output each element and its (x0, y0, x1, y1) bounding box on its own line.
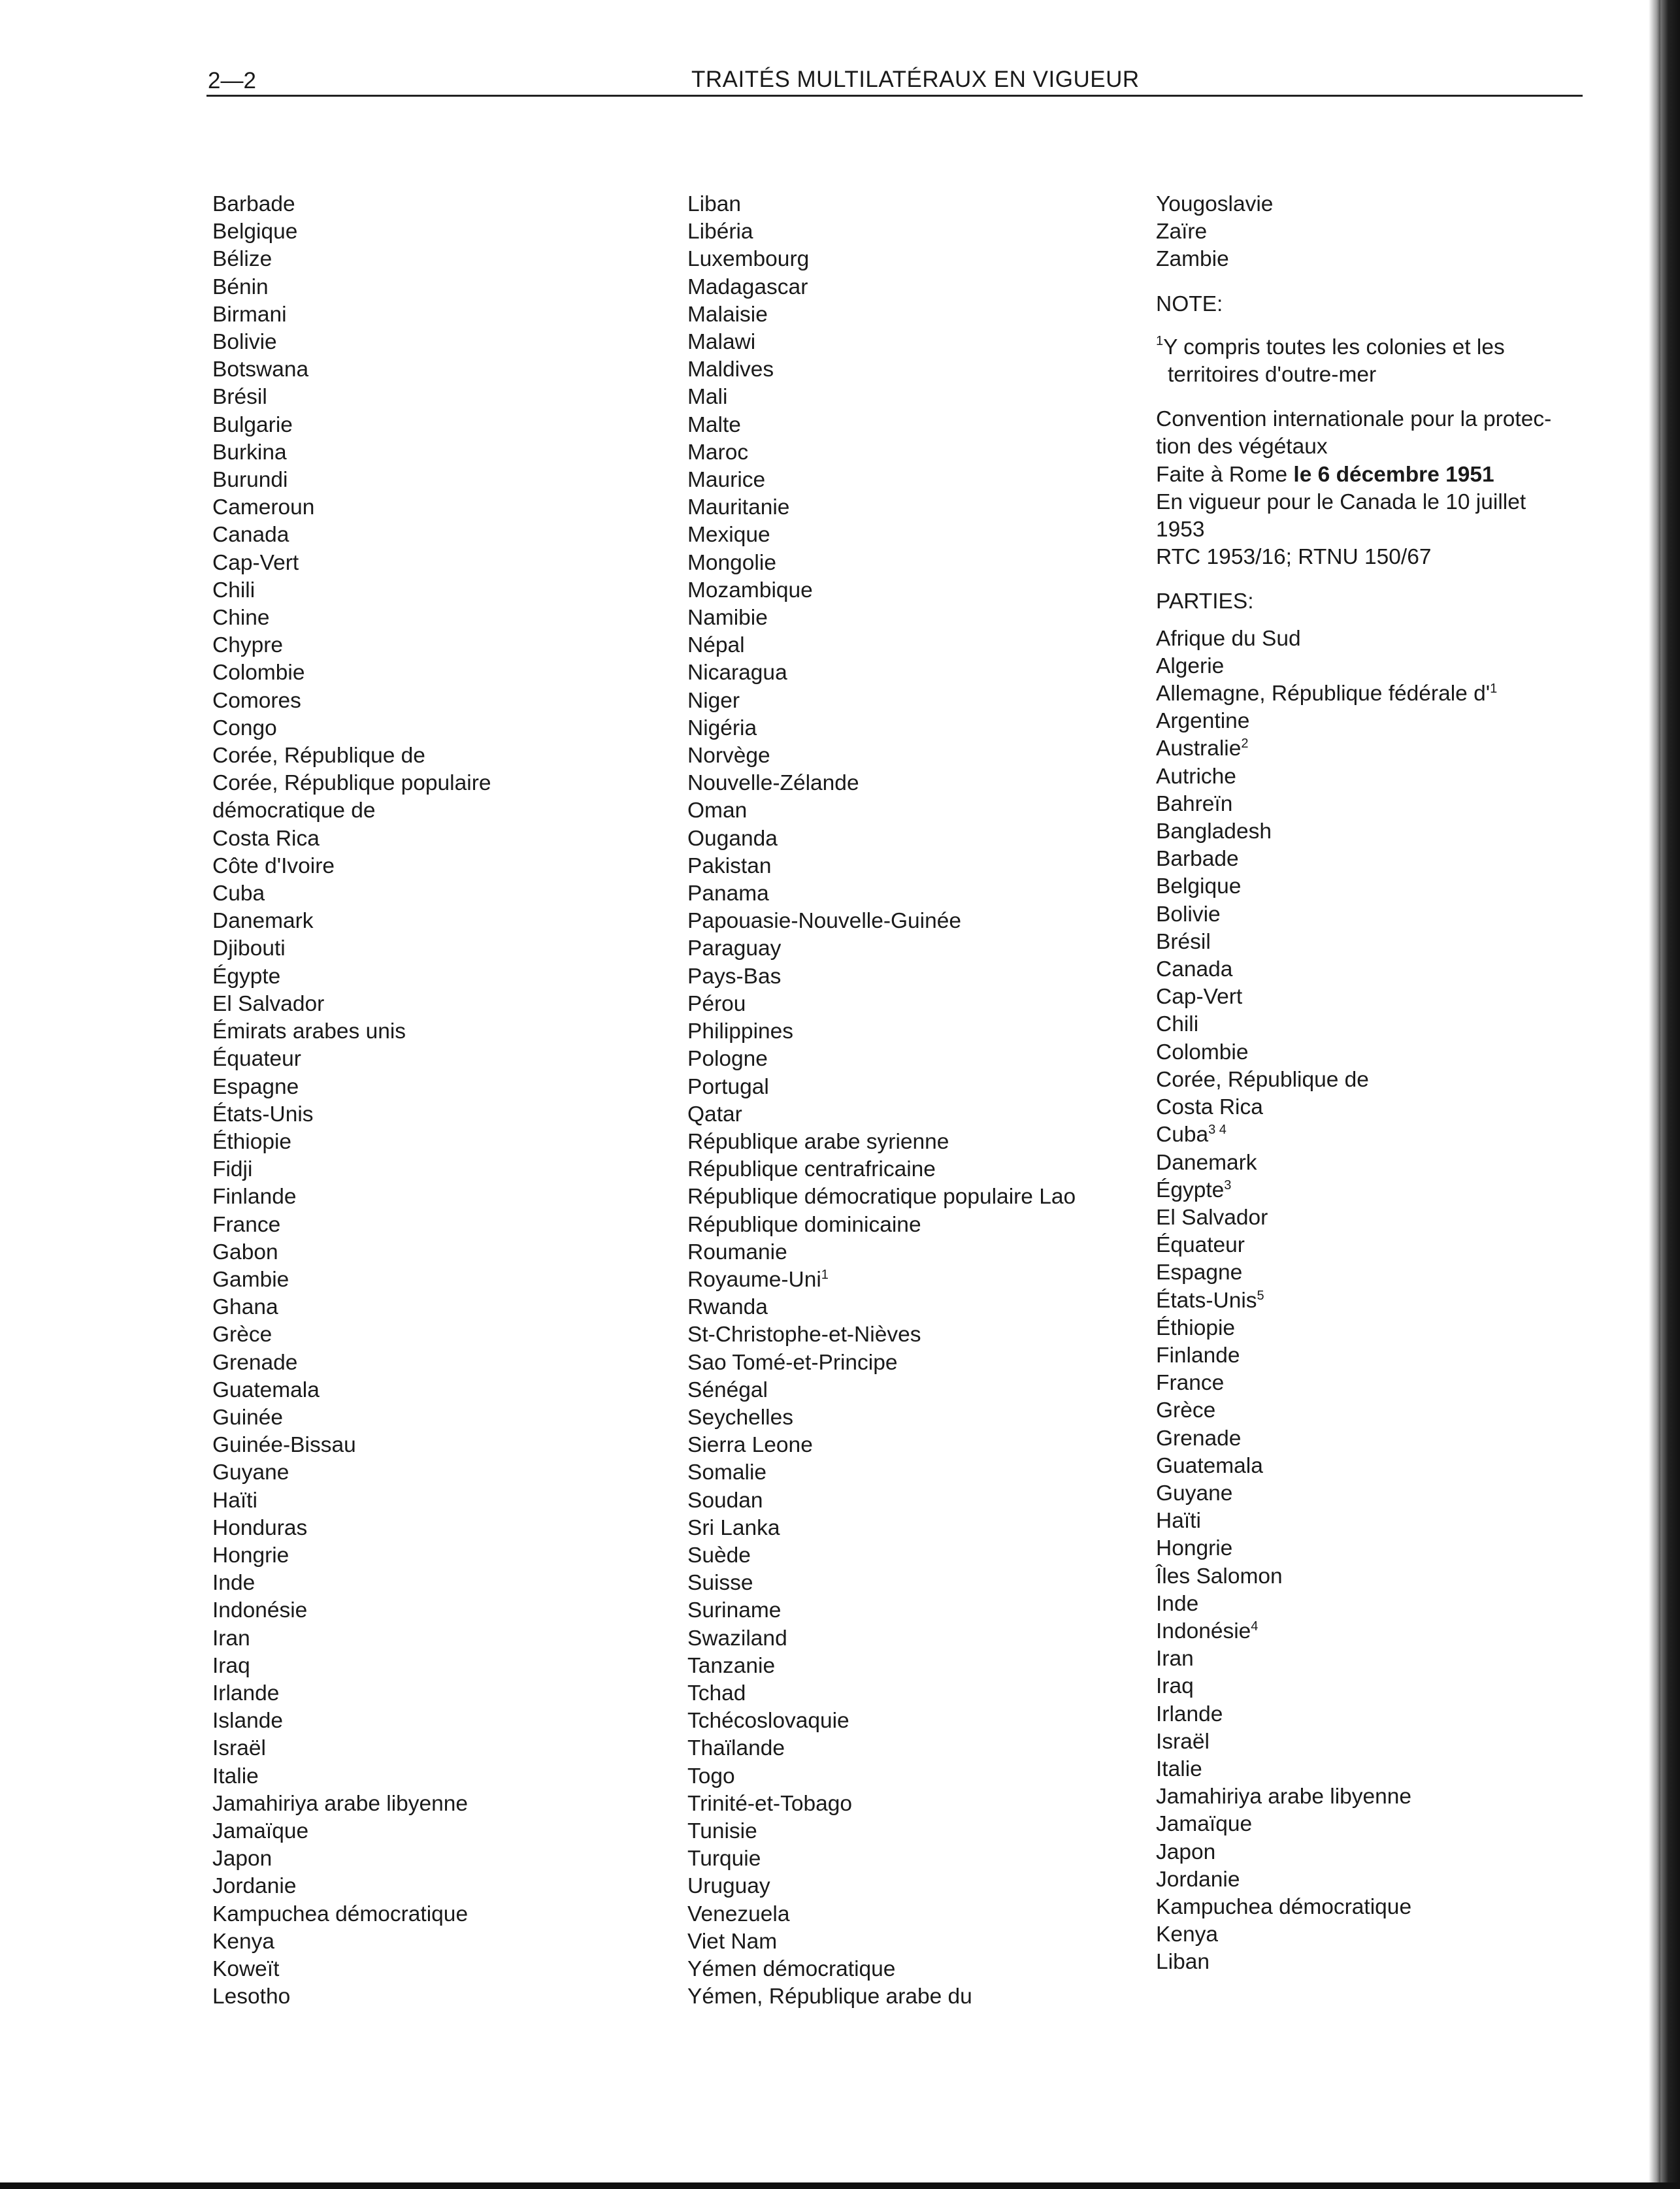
list-item (1156, 1315, 1551, 1342)
list-item: Tchad (687, 1681, 746, 1705)
list-item: Lesotho (212, 1984, 291, 2009)
list-item: Comores (212, 688, 301, 713)
list-item: Nigéria (687, 716, 757, 740)
list-item: Barbade (212, 192, 295, 216)
running-title: TRAITÉS MULTILATÉRAUX EN VIGUEUR (691, 67, 1140, 92)
list-item-name: Inde (1156, 1591, 1199, 1616)
list-item (1156, 1232, 1551, 1259)
list-item: Sierra Leone (687, 1433, 813, 1458)
list-item-name: Éthiopie (1156, 1315, 1236, 1340)
list-item: République arabe syrienne (687, 1129, 949, 1154)
list-item: Émirats arabes unis (212, 1019, 406, 1044)
list-item-name: Cap-Vert (1156, 985, 1243, 1010)
country-list-column-2 (687, 191, 1076, 2011)
list-item: Burundi (212, 468, 288, 493)
list-item (1156, 983, 1551, 1011)
note-heading: NOTE: (1156, 291, 1223, 316)
list-item (1156, 1204, 1551, 1232)
list-item (1156, 625, 1551, 653)
list-item (1156, 1425, 1551, 1453)
list-item-name: Jamaïque (1156, 1812, 1253, 1837)
list-item: Burkina (212, 440, 287, 465)
list-item (1156, 1342, 1551, 1370)
list-item-name: Allemagne, République fédérale d' (1156, 682, 1491, 706)
list-item: Malte (687, 412, 741, 437)
list-item (1156, 1177, 1551, 1204)
list-item (1156, 1480, 1551, 1507)
list-item: Cameroun (212, 495, 315, 520)
footnote-reference: 3 (1224, 1177, 1232, 1193)
list-item: Cuba (212, 881, 265, 906)
list-item (1156, 1590, 1551, 1618)
list-item: Gambie (212, 1267, 289, 1292)
list-item: Sao Tomé-et-Principe (687, 1350, 898, 1375)
list-item (1156, 1728, 1551, 1756)
list-item: Congo (212, 716, 277, 740)
list-item (1156, 1370, 1551, 1397)
list-item: Kenya (212, 1929, 274, 1954)
list-item-name: Bangladesh (1156, 819, 1272, 844)
list-item: Maldives (687, 357, 774, 382)
list-item: Maurice (687, 468, 766, 493)
list-item (1156, 1563, 1551, 1590)
list-item: Soudan (687, 1488, 763, 1513)
country-list-column-1 (212, 191, 491, 2011)
list-item: Paraguay (687, 936, 782, 961)
footnote-text-line2: territoires d'outre-mer (1168, 363, 1377, 387)
convention-done-prefix: Faite à Rome (1156, 462, 1294, 487)
list-item: Bélize (212, 247, 272, 272)
list-item: Jamahiriya arabe libyenne (212, 1791, 469, 1816)
list-item-name: Kampuchea démocratique (1156, 1894, 1412, 1919)
list-item: Colombie (212, 661, 305, 685)
list-item: France (212, 1212, 281, 1237)
list-item: Mali (687, 385, 728, 410)
list-item: Corée, République populaire (212, 771, 491, 796)
footnote-reference: 5 (1257, 1288, 1264, 1303)
list-item (1156, 873, 1551, 900)
list-item (1156, 1259, 1551, 1287)
list-item-name: El Salvador (1156, 1205, 1268, 1230)
list-item: Haïti (212, 1488, 257, 1513)
list-item (687, 1266, 1076, 1294)
footnote-text-line1: Y compris toutes les colonies et les (1163, 335, 1505, 359)
list-item: Guinée-Bissau (212, 1433, 356, 1458)
list-item: Oman (687, 798, 748, 823)
list-item (1156, 735, 1551, 763)
footnote-reference: 1 (821, 1267, 829, 1282)
list-item-name: France (1156, 1371, 1225, 1396)
list-item: Guyane (212, 1460, 289, 1485)
list-item: Qatar (687, 1102, 742, 1127)
list-item (1156, 1149, 1551, 1177)
page-number: 2—2 (208, 68, 256, 93)
list-item: Népal (687, 633, 745, 658)
convention-in-force-line2: 1953 (1156, 518, 1205, 542)
list-item: Côte d'Ivoire (212, 853, 335, 878)
list-item: Espagne (212, 1074, 299, 1099)
list-item: Swaziland (687, 1626, 787, 1651)
list-item-name: Colombie (1156, 1040, 1249, 1064)
list-item: République centrafricaine (687, 1157, 936, 1182)
list-item: Brésil (212, 385, 267, 410)
page-edge (1660, 0, 1680, 2189)
list-item: Danemark (212, 909, 314, 934)
list-item (1156, 1811, 1551, 1838)
parties-list (1156, 625, 1551, 1977)
list-item-name: Haïti (1156, 1509, 1201, 1534)
list-item: Hongrie (212, 1543, 289, 1568)
list-item (1156, 708, 1551, 735)
list-item: Islande (212, 1709, 284, 1734)
list-item: Ouganda (687, 826, 778, 851)
page-edge-shadow (1649, 0, 1660, 2189)
list-item: Namibie (687, 606, 768, 631)
list-item: Jordanie (212, 1874, 297, 1899)
list-item: Guinée (212, 1405, 284, 1430)
list-item-name: Jamahiriya arabe libyenne (1156, 1785, 1412, 1809)
list-item (1156, 1094, 1551, 1121)
list-item: Mauritanie (687, 495, 790, 520)
list-item: Mozambique (687, 578, 813, 602)
list-item-name: Liban (1156, 1950, 1210, 1975)
list-item: Norvège (687, 744, 770, 768)
list-item: Iraq (212, 1653, 250, 1678)
list-item-name: Japon (1156, 1839, 1216, 1864)
list-item: Tchécoslovaquie (687, 1709, 849, 1734)
list-item: Togo (687, 1764, 735, 1788)
list-item: Venezuela (687, 1901, 790, 1926)
list-item (1156, 846, 1551, 873)
list-item (1156, 1039, 1551, 1066)
list-item: Viet Nam (687, 1929, 778, 1954)
list-item-name: Barbade (1156, 847, 1239, 872)
list-item-name: Espagne (1156, 1260, 1243, 1285)
list-item (1156, 1701, 1551, 1728)
list-item: Philippines (687, 1019, 794, 1044)
list-item (1156, 1839, 1551, 1866)
list-item (1156, 956, 1551, 983)
list-item: Chine (212, 606, 270, 631)
list-item: Ghana (212, 1295, 278, 1320)
list-item-name: Équateur (1156, 1233, 1245, 1258)
list-item (1156, 1783, 1551, 1811)
column-3 (1156, 191, 1551, 1977)
list-item: Panama (687, 881, 769, 906)
list-item: Canada (212, 523, 289, 548)
list-item-name: Chili (1156, 1012, 1199, 1037)
list-item: Bénin (212, 274, 269, 299)
list-item: Nicaragua (687, 661, 787, 685)
footnote-reference: 2 (1241, 736, 1249, 751)
list-item: Pays-Bas (687, 964, 782, 989)
list-item: Niger (687, 688, 740, 713)
footnote-reference: 1 (1490, 681, 1498, 696)
list-item-name: Finlande (1156, 1343, 1240, 1368)
footnote-marker: 1 (1156, 333, 1164, 348)
list-item: Koweït (212, 1957, 280, 1981)
list-item (1156, 1453, 1551, 1480)
list-item: Gabon (212, 1240, 278, 1264)
list-item-name: Algerie (1156, 653, 1225, 678)
list-item-name: Iran (1156, 1647, 1194, 1671)
list-item: Iran (212, 1626, 250, 1651)
list-item: Roumanie (687, 1240, 787, 1264)
convention-done (1156, 461, 1551, 489)
list-item: Djibouti (212, 936, 286, 961)
list-item: Bulgarie (212, 412, 293, 437)
list-item-name: Corée, République de (1156, 1067, 1369, 1092)
list-item: République démocratique populaire Lao (687, 1185, 1076, 1210)
list-item: Pakistan (687, 853, 772, 878)
list-item (1156, 791, 1551, 818)
list-item-name: Costa Rica (1156, 1095, 1263, 1120)
list-item: Somalie (687, 1460, 767, 1485)
footnote-reference: 3 4 (1208, 1123, 1227, 1138)
list-item: Finlande (212, 1185, 297, 1210)
list-item: États-Unis (212, 1102, 314, 1127)
list-item: Grenade (212, 1350, 298, 1375)
list-item (1156, 1535, 1551, 1562)
list-item-name: Jordanie (1156, 1867, 1240, 1892)
list-item: Pologne (687, 1047, 768, 1072)
list-item (1156, 1949, 1551, 1976)
list-item: Guatemala (212, 1377, 320, 1402)
list-item: Portugal (687, 1074, 769, 1099)
list-item (1156, 680, 1551, 708)
list-item: Grèce (212, 1323, 272, 1347)
list-item-name: Grèce (1156, 1398, 1216, 1423)
list-item (1156, 1066, 1551, 1094)
list-item: Jamaïque (212, 1819, 309, 1843)
list-item: Irlande (212, 1681, 280, 1705)
list-item-name: Autriche (1156, 764, 1236, 789)
list-item-name: Royaume-Uni (687, 1267, 821, 1292)
list-item: Madagascar (687, 274, 808, 299)
list-item: Papouasie-Nouvelle-Guinée (687, 909, 962, 934)
convention-title-line2: tion des végétaux (1156, 435, 1328, 459)
list-item-name: Hongrie (1156, 1536, 1233, 1561)
list-item: Seychelles (687, 1405, 794, 1430)
list-item (1156, 1507, 1551, 1535)
list-item-name: Kenya (1156, 1922, 1218, 1947)
list-item-name: Égypte (1156, 1177, 1225, 1202)
list-item: Indonésie (212, 1598, 308, 1623)
list-item: Mexique (687, 523, 770, 548)
footnote (1156, 327, 1551, 361)
list-item-name: Îles Salomon (1156, 1564, 1283, 1588)
list-item: Cap-Vert (212, 550, 299, 575)
list-item: Uruguay (687, 1874, 770, 1899)
list-item (1156, 1673, 1551, 1700)
list-item: Nouvelle-Zélande (687, 771, 859, 796)
list-item: Liban (687, 192, 741, 216)
list-item: Costa Rica (212, 826, 320, 851)
list-item (1156, 1618, 1551, 1645)
list-item: Chili (212, 578, 255, 602)
list-item-name: Italie (1156, 1756, 1202, 1781)
list-item: Inde (212, 1571, 255, 1596)
convention-title-line1: Convention internationale pour la protec- (1156, 407, 1552, 432)
list-item: Thaïlande (687, 1736, 785, 1761)
convention-in-force-line1: En vigueur pour le Canada le 10 juillet (1156, 489, 1526, 514)
list-item-name: Australie (1156, 736, 1242, 761)
list-item-name: Afrique du Sud (1156, 626, 1301, 651)
list-item (1156, 929, 1551, 956)
list-item: Suriname (687, 1598, 782, 1623)
list-item-name: Bolivie (1156, 902, 1221, 927)
list-item: Italie (212, 1764, 259, 1788)
list-item: Tanzanie (687, 1653, 776, 1678)
convention-references: RTC 1953/16; RTNU 150/67 (1156, 545, 1432, 570)
list-item (1156, 1121, 1551, 1149)
list-item: Malawi (687, 330, 756, 355)
footnote-reference: 4 (1251, 1619, 1259, 1634)
list-item: Birmani (212, 302, 287, 327)
list-item (1156, 818, 1551, 846)
convention-title (1156, 406, 1551, 461)
list-item (1156, 1921, 1551, 1949)
list-item (1156, 1645, 1551, 1673)
list-item: Éthiopie (212, 1129, 292, 1154)
list-item: Kampuchea démocratique (212, 1901, 469, 1926)
list-item: Botswana (212, 357, 309, 382)
list-item: Pérou (687, 991, 746, 1016)
list-item: Bolivie (212, 330, 277, 355)
list-item: Malaisie (687, 302, 768, 327)
list-item: Suisse (687, 1571, 753, 1596)
list-item-name: États-Unis (1156, 1288, 1257, 1313)
list-item: Tunisie (687, 1819, 757, 1843)
list-item (1156, 901, 1551, 929)
list-item (1156, 1756, 1551, 1783)
list-item-name: Danemark (1156, 1150, 1257, 1175)
list-item: Chypre (212, 633, 283, 658)
list-item: Trinité-et-Tobago (687, 1791, 852, 1816)
list-item-name: Indonésie (1156, 1619, 1251, 1643)
list-item: Libéria (687, 220, 753, 244)
list-item: Japon (212, 1847, 272, 1871)
list-item-name: Bahreïn (1156, 791, 1233, 816)
list-item: Yémen, République arabe du (687, 1984, 972, 2009)
list-item: Équateur (212, 1047, 301, 1072)
header-rule (206, 95, 1583, 97)
list-item: Suède (687, 1543, 751, 1568)
list-item: Mongolie (687, 550, 776, 575)
list-item: Zambie (1156, 247, 1229, 272)
parties-heading: PARTIES: (1156, 589, 1254, 614)
list-item (1156, 1011, 1551, 1038)
list-item-name: Brésil (1156, 929, 1211, 954)
list-item (1156, 1866, 1551, 1894)
list-item: Sri Lanka (687, 1515, 780, 1540)
list-item: République dominicaine (687, 1212, 921, 1237)
list-item: Belgique (212, 220, 298, 244)
convention-done-date: le 6 décembre 1951 (1293, 462, 1494, 487)
list-item-name: Canada (1156, 957, 1233, 982)
list-item-name: Iraq (1156, 1674, 1194, 1699)
list-item: démocratique de (212, 798, 376, 823)
list-item: Sénégal (687, 1377, 768, 1402)
list-item-name: Belgique (1156, 874, 1242, 899)
list-item: Luxembourg (687, 247, 810, 272)
list-item: Yémen démocratique (687, 1957, 896, 1981)
list-item-name: Cuba (1156, 1123, 1209, 1147)
country-list-continued (1156, 191, 1551, 274)
list-item-name: Guyane (1156, 1481, 1233, 1506)
list-item (1156, 1894, 1551, 1921)
list-item: Honduras (212, 1515, 308, 1540)
list-item: Fidji (212, 1157, 253, 1182)
list-item-name: Irlande (1156, 1702, 1223, 1726)
list-item: Yougoslavie (1156, 192, 1274, 216)
list-item: El Salvador (212, 991, 325, 1016)
list-item (1156, 1397, 1551, 1424)
list-item: Corée, République de (212, 744, 425, 768)
list-item: Israël (212, 1736, 266, 1761)
list-item: Zaïre (1156, 220, 1208, 244)
list-item: Maroc (687, 440, 749, 465)
list-item: St-Christophe-et-Nièves (687, 1323, 921, 1347)
list-item (1156, 653, 1551, 680)
list-item: Rwanda (687, 1295, 768, 1320)
list-item-name: Grenade (1156, 1426, 1242, 1451)
list-item-name: Israël (1156, 1729, 1210, 1754)
page-bottom-edge (0, 2182, 1680, 2189)
list-item: Égypte (212, 964, 281, 989)
list-item-name: Guatemala (1156, 1453, 1263, 1478)
list-item (1156, 763, 1551, 791)
list-item: Turquie (687, 1847, 761, 1871)
list-item-name: Argentine (1156, 709, 1250, 734)
list-item (1156, 1287, 1551, 1315)
